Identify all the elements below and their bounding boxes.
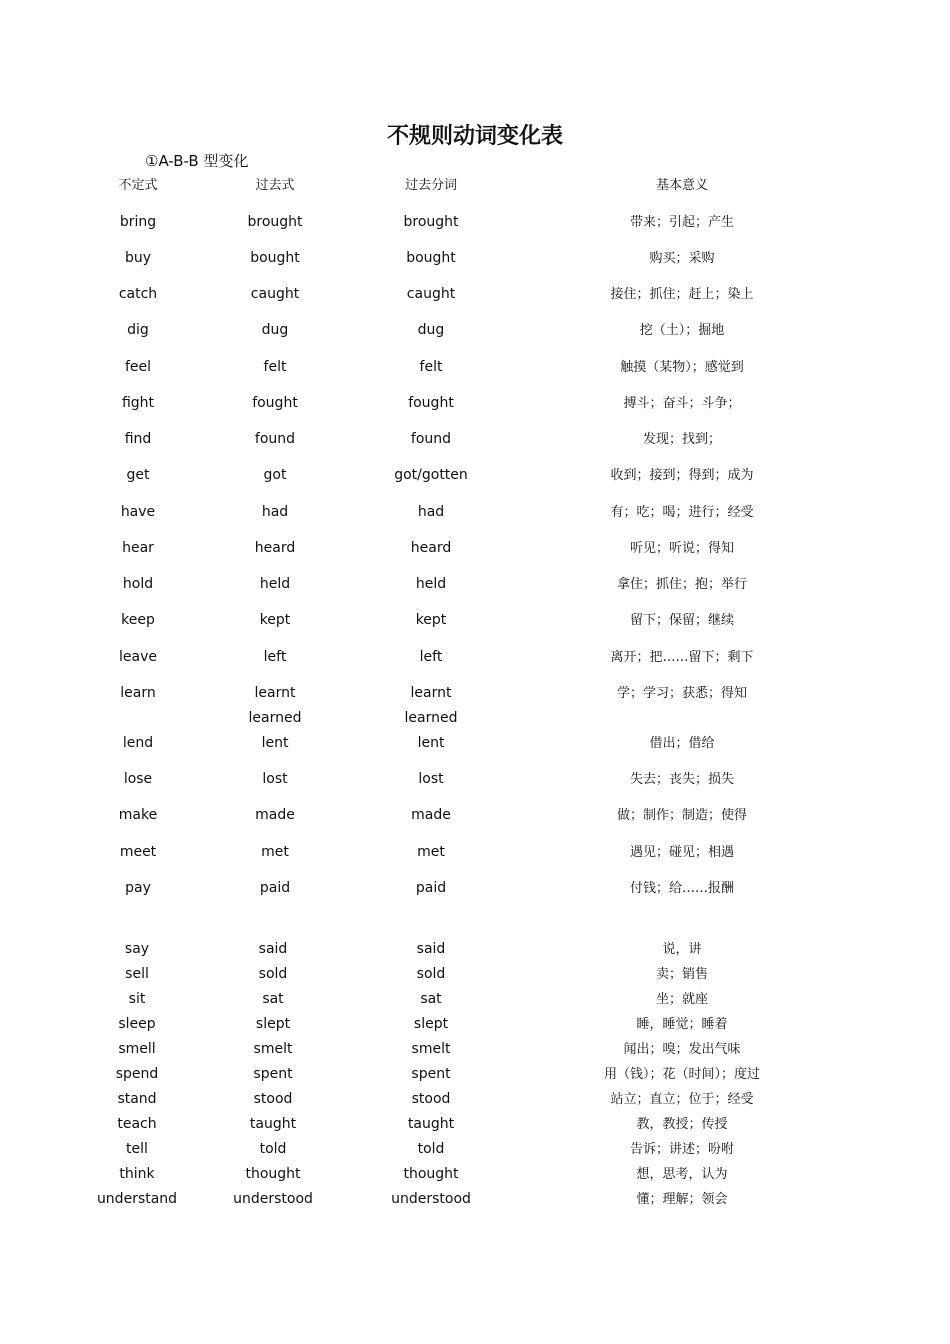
- verb-past-tense: [210, 731, 340, 756]
- verb-past-tense: [210, 572, 340, 597]
- past-tense-form: told: [259, 1141, 287, 1157]
- verb-past-tense: [210, 608, 340, 633]
- verb-base-form: feel: [124, 359, 152, 375]
- past-tense-form: thought: [245, 1166, 301, 1182]
- verb-past-tense: [213, 937, 333, 962]
- verb-past-tense: [213, 1087, 333, 1112]
- past-tense-form: caught: [250, 286, 300, 302]
- header-base-form: 不定式: [118, 178, 158, 193]
- past-participle-form: left: [419, 649, 443, 665]
- verb-base-form: catch: [118, 286, 158, 302]
- verb-meaning: 学；学习；获悉；得知: [616, 686, 747, 701]
- verb-base-form: bring: [119, 214, 157, 230]
- verb-meaning: 拿住；抓住；抱；举行: [616, 577, 747, 592]
- verb-base-form: sleep: [118, 1016, 156, 1032]
- verb-base-form: tell: [126, 1141, 148, 1157]
- header-past-tense: 过去式: [255, 178, 295, 193]
- verb-meaning: 收到；接到；得到；成为: [610, 468, 754, 483]
- verb-past-participle: [366, 987, 496, 1012]
- verb-meaning: 购买；采购: [649, 251, 715, 266]
- past-participle-form: spent: [411, 1066, 451, 1082]
- past-participle-form: lost: [418, 771, 444, 787]
- verb-past-participle: [366, 1062, 496, 1087]
- past-participle-form: held: [415, 576, 447, 592]
- verb-past-participle: [366, 536, 496, 561]
- verb-past-tense: [213, 987, 333, 1012]
- verb-base-form: keep: [121, 612, 155, 628]
- past-participle-form: sat: [420, 991, 442, 1007]
- past-tense-form: sold: [258, 966, 288, 982]
- verb-past-participle: [366, 1187, 496, 1212]
- verb-past-participle: [366, 1087, 496, 1112]
- verb-past-tense: [213, 1187, 333, 1212]
- verb-past-participle: [366, 1037, 496, 1062]
- past-tense-form: brought: [247, 214, 303, 230]
- verb-past-tense: [210, 282, 340, 307]
- verb-base-form: lose: [123, 771, 153, 787]
- verb-past-tense: [213, 1037, 333, 1062]
- header-past-participle: 过去分词: [404, 178, 457, 193]
- verb-past-participle: [366, 282, 496, 307]
- verb-past-tense: [213, 1062, 333, 1087]
- verb-past-participle: [366, 608, 496, 633]
- verb-base-form: teach: [117, 1116, 157, 1132]
- verb-base-form: dig: [127, 322, 149, 338]
- verb-base-form: lend: [122, 735, 154, 751]
- verb-meaning: 闻出；嗅；发出气味: [623, 1042, 741, 1057]
- verb-past-participle: [366, 1137, 496, 1162]
- verb-meaning: 付钱；给……报酬: [629, 881, 734, 896]
- past-tense-form: paid: [259, 880, 291, 896]
- past-participle-form: thought: [403, 1166, 459, 1182]
- verb-base-form: make: [118, 807, 158, 823]
- verb-meaning: 站立；直立；位于；经受: [610, 1092, 754, 1107]
- past-participle-form: got/gotten: [394, 467, 468, 483]
- verb-base-form: meet: [119, 844, 157, 860]
- verb-base-form: learn: [120, 685, 156, 701]
- past-tense-form: met: [261, 844, 289, 860]
- past-tense-form: stood: [253, 1091, 293, 1107]
- past-tense-form: sat: [262, 991, 284, 1007]
- verb-meaning: 失去；丧失；损失: [629, 772, 734, 787]
- past-tense-form: dug: [261, 322, 289, 338]
- verb-past-participle: [366, 463, 496, 488]
- verb-past-tense: [210, 645, 340, 670]
- past-participle-alt-form: learned: [404, 710, 458, 726]
- past-tense-form: had: [261, 504, 289, 520]
- verb-meaning: 用（钱）；花（时间）；度过: [603, 1067, 760, 1082]
- verb-past-tense: [210, 876, 340, 901]
- verb-base-form: fight: [121, 395, 155, 411]
- verb-meaning: 遇见；碰见；相遇: [629, 845, 734, 860]
- document-title: 不规则动词变化表: [386, 123, 563, 149]
- verb-base-form: buy: [124, 250, 152, 266]
- past-participle-form: brought: [403, 214, 459, 230]
- verb-base-form: get: [126, 467, 150, 483]
- verb-past-participle: [366, 840, 496, 865]
- header-meaning: 基本意义: [655, 178, 708, 193]
- past-participle-form: told: [417, 1141, 445, 1157]
- verb-meaning: 说，讲: [662, 942, 702, 957]
- verb-base-form: pay: [125, 880, 151, 896]
- verb-meaning: 睡，睡觉；睡着: [636, 1017, 728, 1032]
- past-participle-form: had: [417, 504, 445, 520]
- past-participle-form: taught: [407, 1116, 455, 1132]
- verb-base-form: think: [119, 1166, 155, 1182]
- past-participle-form: fought: [408, 395, 454, 411]
- verb-past-participle: [366, 246, 496, 271]
- verb-meaning: 坐；就座: [655, 992, 708, 1007]
- past-tense-form: lost: [262, 771, 288, 787]
- verb-past-tense: [210, 210, 340, 235]
- past-participle-form: slept: [413, 1016, 449, 1032]
- verb-past-tense: [210, 463, 340, 488]
- past-tense-form: smelt: [253, 1041, 293, 1057]
- verb-meaning: 挖（土）；掘地: [639, 323, 725, 338]
- verb-past-participle: [366, 1162, 496, 1187]
- section-label: ①A-B-B 型变化: [145, 152, 249, 170]
- past-participle-form: heard: [410, 540, 452, 556]
- past-tense-form: spent: [253, 1066, 293, 1082]
- verb-base-form: say: [124, 941, 150, 957]
- verb-base-form: smell: [118, 1041, 156, 1057]
- verb-meaning: 卖；销售: [655, 967, 708, 982]
- past-tense-form: felt: [263, 359, 287, 375]
- past-participle-form: kept: [415, 612, 447, 628]
- past-tense-form: bought: [250, 250, 300, 266]
- verb-meaning: 想，思考，认为: [636, 1167, 728, 1182]
- verb-past-participle: [366, 767, 496, 792]
- verb-meaning: 听见；听说；得知: [629, 541, 734, 556]
- verb-meaning: 搏斗；奋斗；斗争；: [623, 396, 741, 411]
- verb-base-form: find: [124, 431, 152, 447]
- verb-past-tense: [213, 1137, 333, 1162]
- past-tense-form: found: [254, 431, 296, 447]
- verb-past-participle: [366, 427, 496, 452]
- verb-past-tense: [210, 803, 340, 828]
- past-tense-form: left: [263, 649, 287, 665]
- verb-meaning: 借出；借给: [649, 736, 715, 751]
- verb-past-participle: [366, 937, 496, 962]
- verb-past-tense: [210, 427, 340, 452]
- verb-meaning: 懂；理解；领会: [636, 1192, 728, 1207]
- verb-past-participle: [366, 962, 496, 987]
- past-tense-form: heard: [254, 540, 296, 556]
- verb-meaning: 触摸（某物）；感觉到: [620, 360, 744, 375]
- verb-past-participle: [366, 355, 496, 380]
- past-tense-form: kept: [259, 612, 291, 628]
- past-participle-form: said: [416, 941, 446, 957]
- past-participle-form: bought: [406, 250, 456, 266]
- past-participle-form: learnt: [410, 685, 452, 701]
- past-participle-form: smelt: [411, 1041, 451, 1057]
- verb-meaning: 带来；引起；产生: [629, 215, 734, 230]
- past-tense-form: fought: [252, 395, 298, 411]
- verb-past-participle: [366, 876, 496, 901]
- past-participle-form: felt: [419, 359, 443, 375]
- past-participle-form: caught: [406, 286, 456, 302]
- past-participle-form: dug: [417, 322, 445, 338]
- verb-past-tense: [213, 1012, 333, 1037]
- verb-past-tense: [210, 840, 340, 865]
- past-participle-form: stood: [411, 1091, 451, 1107]
- verb-past-tense: [210, 355, 340, 380]
- verb-meaning: 教，教授；传授: [636, 1117, 728, 1132]
- past-tense-form: lent: [261, 735, 289, 751]
- past-tense-form: learnt: [254, 685, 296, 701]
- past-participle-form: paid: [415, 880, 447, 896]
- verb-base-form: leave: [119, 649, 157, 665]
- verb-meaning: 发现；找到；: [642, 432, 721, 447]
- verb-meaning: 离开；把……留下；剩下: [610, 650, 754, 665]
- past-tense-form: taught: [249, 1116, 297, 1132]
- verb-past-tense: [213, 1162, 333, 1187]
- past-tense-form: said: [258, 941, 288, 957]
- past-participle-form: lent: [417, 735, 445, 751]
- verb-past-participle: [366, 1012, 496, 1037]
- verb-base-form: have: [120, 504, 156, 520]
- verb-meaning: 做；制作；制造；使得: [616, 808, 747, 823]
- verb-past-participle: [366, 645, 496, 670]
- verb-base-form: understand: [96, 1191, 178, 1207]
- verb-base-form: stand: [117, 1091, 157, 1107]
- verb-past-participle: [366, 318, 496, 343]
- verb-base-form: hear: [122, 540, 154, 556]
- verb-past-participle: [366, 681, 496, 731]
- verb-meaning: 有；吃；喝；进行；经受: [610, 505, 754, 520]
- past-participle-form: met: [417, 844, 445, 860]
- verb-past-tense: [213, 962, 333, 987]
- verb-past-tense: [210, 500, 340, 525]
- past-tense-form: slept: [255, 1016, 291, 1032]
- verb-past-tense: [213, 1112, 333, 1137]
- verb-past-participle: [366, 500, 496, 525]
- past-participle-form: understood: [391, 1191, 471, 1207]
- verb-meaning: 留下；保留；继续: [629, 613, 734, 628]
- verb-meaning: 接住；抓住；赶上；染上: [610, 287, 754, 302]
- past-tense-form: made: [255, 807, 295, 823]
- verb-past-participle: [366, 803, 496, 828]
- verb-past-participle: [366, 572, 496, 597]
- past-participle-form: sold: [416, 966, 446, 982]
- verb-meaning: 告诉；讲述；吩咐: [629, 1142, 734, 1157]
- verb-past-tense: [210, 318, 340, 343]
- past-tense-form: understood: [233, 1191, 313, 1207]
- verb-past-participle: [366, 210, 496, 235]
- past-participle-form: made: [411, 807, 451, 823]
- verb-base-form: spend: [115, 1066, 159, 1082]
- past-participle-form: found: [410, 431, 452, 447]
- verb-past-tense: [210, 391, 340, 416]
- past-tense-form: got: [263, 467, 287, 483]
- past-tense-alt-form: learned: [248, 710, 302, 726]
- verb-past-tense: [210, 536, 340, 561]
- verb-base-form: sell: [125, 966, 149, 982]
- verb-past-tense: [210, 246, 340, 271]
- verb-past-tense: [210, 681, 340, 731]
- verb-past-participle: [366, 391, 496, 416]
- verb-past-tense: [210, 767, 340, 792]
- verb-base-form: hold: [122, 576, 154, 592]
- verb-past-participle: [366, 1112, 496, 1137]
- past-tense-form: held: [259, 576, 291, 592]
- verb-past-participle: [366, 731, 496, 756]
- verb-base-form: sit: [128, 991, 146, 1007]
